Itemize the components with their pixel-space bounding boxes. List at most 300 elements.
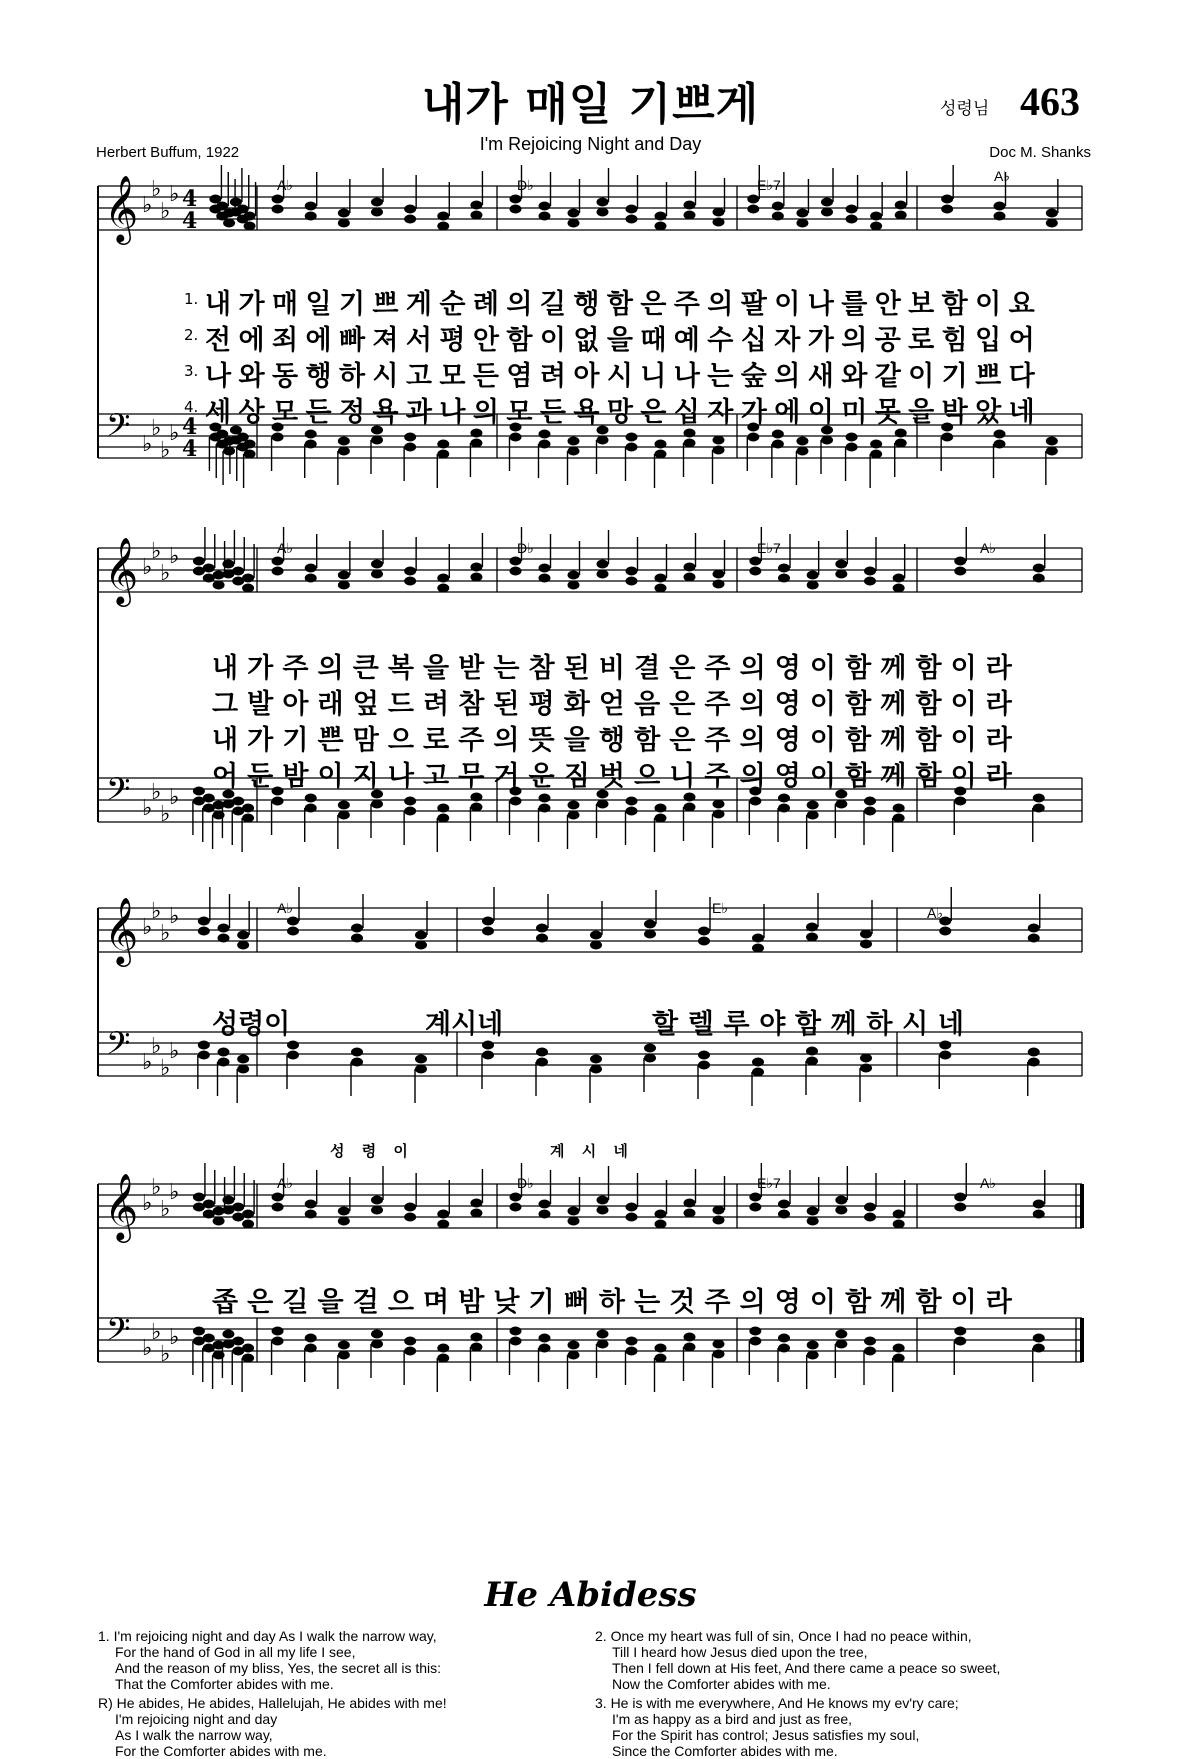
note-head xyxy=(305,1200,317,1209)
syllable: 뻐 xyxy=(563,1287,590,1318)
syllable: 을 xyxy=(908,397,935,428)
syllable: 네 xyxy=(1008,397,1035,428)
syllable: 은 xyxy=(669,653,696,684)
syllable: 함 xyxy=(634,725,661,756)
note-head xyxy=(1033,574,1045,583)
note-head xyxy=(404,1337,416,1346)
note-head xyxy=(244,450,256,459)
note-head xyxy=(597,208,609,217)
syllable: 욕 xyxy=(573,397,600,428)
flat-icon: ♭ xyxy=(142,796,153,821)
note-head xyxy=(568,1351,580,1360)
note-head xyxy=(437,1220,449,1229)
note-head xyxy=(644,1044,656,1053)
note-head xyxy=(242,584,254,593)
note-head xyxy=(510,557,522,566)
note-head xyxy=(860,940,872,949)
note-head xyxy=(1033,564,1045,573)
syllable: 을 xyxy=(317,1287,344,1318)
note-head xyxy=(939,1051,951,1060)
note-head xyxy=(644,920,656,929)
syllable: 모 xyxy=(439,361,466,392)
note-head xyxy=(684,201,696,210)
note-head xyxy=(772,202,784,211)
note-head xyxy=(470,429,482,438)
note-head xyxy=(749,1337,761,1346)
syllable: 상 xyxy=(238,397,265,428)
syllable: 된 xyxy=(493,689,520,720)
note-head xyxy=(371,208,383,217)
note-head xyxy=(510,1203,522,1212)
syllable: 와 xyxy=(841,361,868,392)
note-head xyxy=(644,1054,656,1063)
note-head xyxy=(713,580,725,589)
note-head xyxy=(218,1048,230,1057)
note-head xyxy=(404,1347,416,1356)
syllable: 께 xyxy=(880,1287,907,1318)
note-head xyxy=(338,1351,350,1360)
note-head xyxy=(193,557,205,566)
note-head xyxy=(835,1340,847,1349)
note-head xyxy=(626,567,638,576)
note-head xyxy=(713,1216,725,1225)
syllable: 이 xyxy=(908,361,935,392)
syllable: 나 xyxy=(807,289,834,320)
note-head xyxy=(213,581,225,590)
treble-clef-icon: 𝄞 xyxy=(104,174,139,242)
syllable: 박 xyxy=(941,397,968,428)
chord-ab: A♭ xyxy=(994,168,1010,184)
syllable: 십 xyxy=(673,397,700,428)
syllable-row xyxy=(212,646,1012,685)
syllable: 께 xyxy=(880,725,907,756)
syllable: 의 xyxy=(774,361,801,392)
note-head xyxy=(684,429,696,438)
note-head xyxy=(539,440,551,449)
syllable: 힘 xyxy=(941,325,968,356)
syllable: 하 xyxy=(338,361,366,392)
note-head xyxy=(778,1334,790,1343)
note-head xyxy=(796,219,808,228)
syllable: 이 xyxy=(809,653,837,684)
note-head xyxy=(772,430,784,439)
syllable: 쁘 xyxy=(372,289,399,320)
note-head xyxy=(338,209,350,218)
flat-icon: ♭ xyxy=(160,921,171,946)
note-head xyxy=(539,1200,551,1209)
note-head xyxy=(749,567,761,576)
note-head xyxy=(272,1337,284,1346)
time-signature-top: 4 xyxy=(182,186,198,212)
syllable: 가 xyxy=(740,397,767,428)
syllable: 가 xyxy=(807,325,834,356)
note-head xyxy=(1046,219,1058,228)
syllable: 주 xyxy=(704,653,731,684)
bass-clef-icon: 𝄢 xyxy=(106,1025,131,1069)
syllable: 의 xyxy=(739,689,766,720)
note-head xyxy=(860,1064,872,1073)
note-head xyxy=(510,1327,522,1336)
note-head xyxy=(371,1206,383,1215)
note-head xyxy=(244,222,256,231)
note-head xyxy=(684,1209,696,1218)
syllable: 았 xyxy=(975,397,1002,428)
note-head xyxy=(272,567,284,576)
note-head xyxy=(470,573,482,582)
note-head xyxy=(539,794,551,803)
syllable: 가 xyxy=(247,653,274,684)
syllable: 은 xyxy=(247,1287,274,1318)
note-head xyxy=(437,1210,449,1219)
syllable: 의 xyxy=(493,725,520,756)
note-head xyxy=(713,1206,725,1215)
syllable: 는 xyxy=(634,1287,661,1318)
note-head xyxy=(864,1337,876,1346)
note-head xyxy=(242,1210,254,1219)
refrain-lyric-b: 계시네 xyxy=(425,1009,504,1040)
note-head xyxy=(864,1347,876,1356)
note-head xyxy=(655,450,667,459)
note-head xyxy=(404,205,416,214)
syllable: 같 xyxy=(874,361,901,392)
syllable: 기 xyxy=(528,1287,555,1318)
chord-ab: A♭ xyxy=(277,540,293,556)
syllable: 야 xyxy=(759,1009,786,1040)
note-head xyxy=(222,560,234,569)
syllable: 나 xyxy=(205,361,232,392)
note-head xyxy=(338,219,350,228)
syllable: 전 xyxy=(205,325,232,356)
note-head xyxy=(626,443,638,452)
note-head xyxy=(232,1337,244,1346)
flat-icon: ♭ xyxy=(160,561,171,586)
syllable: 고 xyxy=(405,361,432,392)
note-head xyxy=(893,814,905,823)
note-head xyxy=(568,811,580,820)
note-head xyxy=(371,1196,383,1205)
note-head xyxy=(305,1344,317,1353)
flat-icon: ♭ xyxy=(160,1197,171,1222)
note-head xyxy=(510,797,522,806)
syllable: 려 xyxy=(423,689,450,720)
note-head xyxy=(713,1340,725,1349)
verse-number: 1. xyxy=(184,290,199,308)
note-head xyxy=(272,433,284,442)
note-head xyxy=(807,1351,819,1360)
syllable: 의 xyxy=(707,289,734,320)
refrain-line xyxy=(0,1002,1181,1038)
syllable: 동 xyxy=(271,361,299,392)
flat-icon: ♭ xyxy=(151,416,162,441)
syllable: 나 xyxy=(387,761,414,792)
note-head xyxy=(371,570,383,579)
note-head xyxy=(470,211,482,220)
syllable: 으 xyxy=(387,1287,414,1318)
time-signature-bottom: 4 xyxy=(182,436,198,462)
verse-number: 2. xyxy=(184,326,199,344)
note-head xyxy=(272,195,284,204)
note-head xyxy=(305,794,317,803)
note-head xyxy=(994,440,1006,449)
syllable: 기 xyxy=(338,289,366,320)
syllable: 하 xyxy=(866,1009,893,1040)
note-head xyxy=(747,433,759,442)
note-head xyxy=(536,934,548,943)
note-head xyxy=(223,219,235,228)
chord-ab: A♭ xyxy=(980,1175,996,1191)
note-head xyxy=(415,941,427,950)
note-head xyxy=(470,201,482,210)
syllable: 모 xyxy=(506,397,533,428)
note-head xyxy=(864,797,876,806)
syllable: 평 xyxy=(528,689,555,720)
note-head xyxy=(404,1203,416,1212)
syllable: 참 xyxy=(458,689,485,720)
note-head xyxy=(655,584,667,593)
note-head xyxy=(437,222,449,231)
syllable: 나 xyxy=(439,397,466,428)
syllable: 함 xyxy=(506,325,533,356)
note-head xyxy=(371,436,383,445)
syllable: 어 xyxy=(212,761,239,792)
syllable: 에 xyxy=(305,325,332,356)
syllable: 드 xyxy=(387,689,414,720)
flat-icon: ♭ xyxy=(151,1320,162,1345)
note-head xyxy=(807,1207,819,1216)
note-head xyxy=(404,567,416,576)
flat-icon: ♭ xyxy=(160,438,171,463)
syllable: 복 xyxy=(387,653,414,684)
verse-line: R) He abides, He abides, Hallelujah, He abides with me! xyxy=(98,1695,447,1711)
flat-icon: ♭ xyxy=(151,1175,162,1200)
note-head xyxy=(1033,794,1045,803)
syllable: 시 xyxy=(902,1009,929,1040)
note-head xyxy=(626,1203,638,1212)
syllable: 행 xyxy=(305,361,332,392)
syllable: 시 xyxy=(606,361,633,392)
note-head xyxy=(237,941,249,950)
note-head xyxy=(749,797,761,806)
note-head xyxy=(1033,1344,1045,1353)
verse-line xyxy=(0,390,1181,426)
syllable: 가 xyxy=(247,725,274,756)
english-heading: He Abidess xyxy=(484,1575,697,1615)
syllable: 공 xyxy=(874,325,901,356)
note-head xyxy=(772,212,784,221)
note-head xyxy=(470,1333,482,1342)
syllable: 께 xyxy=(880,689,907,720)
note-head xyxy=(835,800,847,809)
note-head xyxy=(870,450,882,459)
note-head xyxy=(806,1047,818,1056)
note-head xyxy=(193,1193,205,1202)
syllable: 함 xyxy=(794,1009,822,1040)
note-head xyxy=(752,934,764,943)
note-head xyxy=(242,1344,254,1353)
syllable: 에 xyxy=(774,397,801,428)
note-head xyxy=(749,1203,761,1212)
note-head xyxy=(895,429,907,438)
note-head xyxy=(1033,1200,1045,1209)
note-head xyxy=(954,1327,966,1336)
note-head xyxy=(590,1065,602,1074)
note-head xyxy=(287,917,299,926)
syllable: 의 xyxy=(506,289,533,320)
english-refrain xyxy=(98,1695,447,1759)
verse-line: Till I heard how Jesus died upon the tree, xyxy=(612,1644,868,1660)
note-head xyxy=(338,1207,350,1216)
note-head xyxy=(698,937,710,946)
note-head xyxy=(684,1333,696,1342)
note-head xyxy=(242,804,254,813)
note-head xyxy=(287,1041,299,1050)
syllable: 자 xyxy=(774,325,801,356)
syllable: 내 xyxy=(212,653,239,684)
note-head xyxy=(893,1354,905,1363)
note-head xyxy=(237,1055,249,1064)
note-head xyxy=(568,219,580,228)
note-head xyxy=(338,801,350,810)
verse-number: 3. xyxy=(184,362,199,380)
syllable: 로 xyxy=(423,725,450,756)
note-head xyxy=(568,1217,580,1226)
syllable-row xyxy=(652,1002,964,1041)
note-head xyxy=(539,1334,551,1343)
syllable: 걸 xyxy=(352,1287,379,1318)
verse-line: For the Comforter abides with me. xyxy=(115,1743,327,1759)
syllable: 낮 xyxy=(493,1287,520,1318)
chord-db: D♭ xyxy=(517,540,534,556)
syllable: 렐 xyxy=(687,1009,714,1040)
syllable: 가 xyxy=(238,289,265,320)
note-head xyxy=(870,222,882,231)
lyricist-credit: Herbert Buffum, 1922 xyxy=(96,144,240,161)
note-head xyxy=(807,801,819,810)
note-head xyxy=(568,1341,580,1350)
verse-line xyxy=(0,646,1181,682)
chord-ab: A♭ xyxy=(277,900,293,916)
note-head xyxy=(404,215,416,224)
note-head xyxy=(806,933,818,942)
note-head xyxy=(203,794,215,803)
note-head xyxy=(568,1207,580,1216)
note-head xyxy=(338,437,350,446)
syllable: 음 xyxy=(634,689,661,720)
note-head xyxy=(941,195,953,204)
note-head xyxy=(713,570,725,579)
note-head xyxy=(778,1344,790,1353)
note-head xyxy=(218,1058,230,1067)
note-head xyxy=(835,570,847,579)
note-head xyxy=(482,917,494,926)
syllable: 주 xyxy=(704,725,731,756)
note-head xyxy=(272,557,284,566)
flat-icon: ♭ xyxy=(160,802,171,827)
syllable: 기 xyxy=(941,361,968,392)
syllable: 예 xyxy=(673,325,700,356)
syllable: 를 xyxy=(841,289,868,320)
chord-db: D♭ xyxy=(517,1175,534,1191)
flat-icon: ♭ xyxy=(142,915,153,940)
syllable: 라 xyxy=(985,653,1012,684)
syllable-row xyxy=(205,282,1035,321)
note-head xyxy=(305,212,317,221)
verse-line: I'm rejoicing night and day xyxy=(115,1711,278,1727)
note-head xyxy=(470,1199,482,1208)
syllable: 밤 xyxy=(458,1287,485,1318)
syllable: 행 xyxy=(598,725,625,756)
note-head xyxy=(778,564,790,573)
verse-line: 2. Once my heart was full of sin, Once I had no peace within, xyxy=(595,1628,972,1644)
note-head xyxy=(338,447,350,456)
syllable: 주 xyxy=(458,725,485,756)
syllable-row xyxy=(205,354,1035,393)
verse-line xyxy=(0,354,1181,390)
syllable: 을 xyxy=(423,653,450,684)
note-head xyxy=(371,1340,383,1349)
note-head xyxy=(713,436,725,445)
note-head xyxy=(835,1330,847,1339)
note-head xyxy=(655,804,667,813)
syllable: 큰 xyxy=(352,653,379,684)
syllable: 함 xyxy=(845,761,872,792)
syllable: 함 xyxy=(845,1287,872,1318)
syllable: 쁜 xyxy=(317,725,344,756)
syllable: 둔 xyxy=(247,761,274,792)
note-head xyxy=(470,563,482,572)
flat-icon: ♭ xyxy=(142,193,153,218)
syllable: 께 xyxy=(880,761,907,792)
chord-eb: E♭ xyxy=(712,900,728,916)
syllable-row xyxy=(205,318,1035,357)
note-head xyxy=(954,1193,966,1202)
syllable: 안 xyxy=(472,325,499,356)
note-head xyxy=(597,436,609,445)
syllable: 든 xyxy=(539,397,566,428)
syllable: 의 xyxy=(739,761,766,792)
syllable: 이 xyxy=(807,397,834,428)
note-head xyxy=(568,801,580,810)
note-head xyxy=(655,814,667,823)
syllable: 져 xyxy=(372,325,399,356)
syllable: 망 xyxy=(606,397,633,428)
note-head xyxy=(232,567,244,576)
note-head xyxy=(954,557,966,566)
syllable: 이 xyxy=(975,289,1002,320)
verse-number: 4. xyxy=(184,398,199,416)
note-head xyxy=(796,447,808,456)
syllable: 례 xyxy=(472,289,499,320)
syllable: 의 xyxy=(317,653,344,684)
syllable: 함 xyxy=(915,689,942,720)
syllable: 을 xyxy=(606,325,633,356)
syllable: 보 xyxy=(908,289,935,320)
note-head xyxy=(698,1061,710,1070)
note-head xyxy=(404,577,416,586)
syllable: 내 xyxy=(205,289,232,320)
note-head xyxy=(796,437,808,446)
note-head xyxy=(1028,934,1040,943)
note-head xyxy=(437,450,449,459)
note-head xyxy=(590,1055,602,1064)
syllable: 모 xyxy=(271,397,299,428)
syllable-row xyxy=(205,390,1035,429)
note-head xyxy=(684,439,696,448)
syllable: 래 xyxy=(317,689,344,720)
note-head xyxy=(749,1327,761,1336)
note-head xyxy=(684,1343,696,1352)
note-head xyxy=(778,804,790,813)
